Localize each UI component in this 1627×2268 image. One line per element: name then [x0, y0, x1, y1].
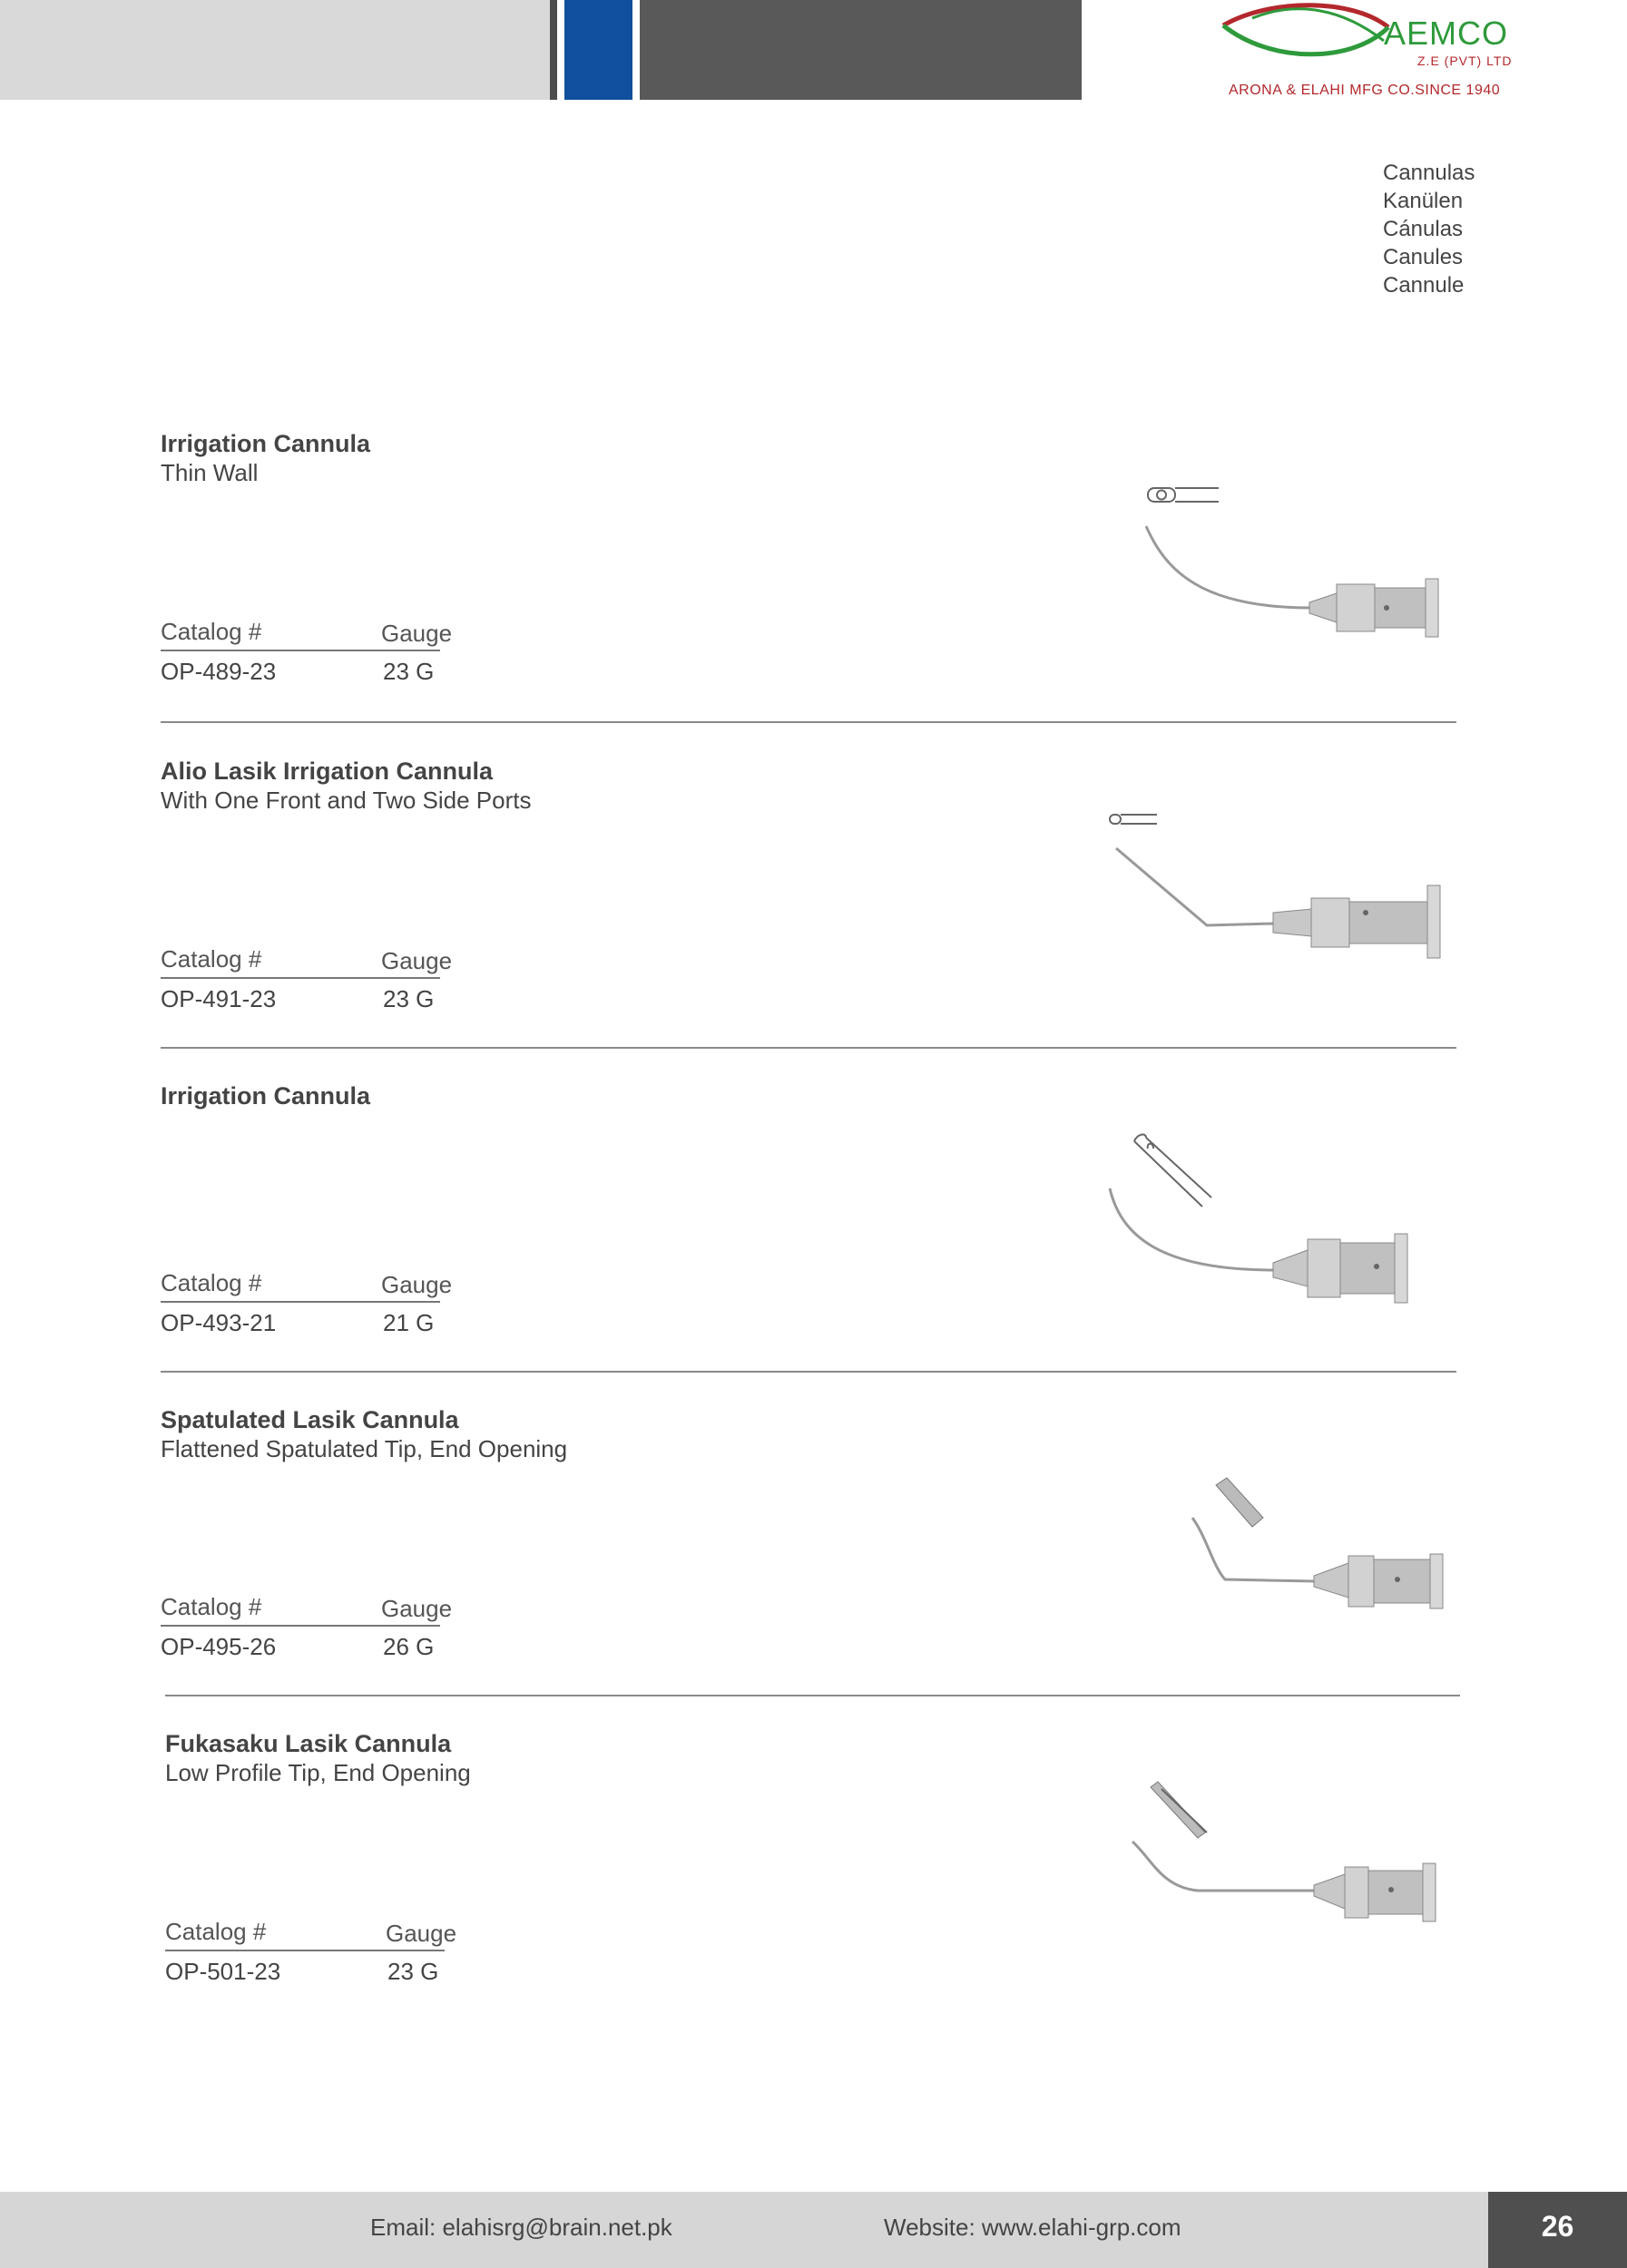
- category-name-it: Cannule: [1383, 273, 1465, 298]
- header-bar-blue: [564, 0, 632, 100]
- catalog-number: OP-489-23: [161, 658, 277, 685]
- product-title: Irrigation Cannula: [161, 430, 371, 457]
- product-subtitle: Thin Wall: [161, 459, 259, 486]
- product-title: Spatulated Lasik Cannula: [161, 1406, 459, 1433]
- gauge-header: Gauge: [381, 620, 453, 647]
- product-subtitle: Flattened Spatulated Tip, End Opening: [161, 1435, 568, 1462]
- section-divider: [161, 721, 1456, 723]
- table-header-rule: [165, 1950, 445, 1951]
- catalog-number: OP-493-21: [161, 1309, 277, 1336]
- category-name-en: Cannulas: [1383, 161, 1475, 185]
- header-bar-light: [0, 0, 550, 100]
- gauge-header: Gauge: [381, 947, 453, 974]
- footer-website[interactable]: Website: www.elahi-grp.com: [884, 2214, 1181, 2241]
- gauge-value: 23 G: [387, 1958, 439, 1985]
- cannula-image-icon: [1103, 807, 1465, 971]
- footer-email[interactable]: Email: elahisrg@brain.net.pk: [370, 2214, 672, 2241]
- brand-tagline: ARONA & ELAHI MFG CO.SINCE 1940: [1229, 83, 1501, 98]
- page-number: 26: [1541, 2210, 1574, 2243]
- product-subtitle: Low Profile Tip, End Opening: [165, 1759, 471, 1786]
- gauge-value: 23 G: [383, 658, 435, 685]
- catalog-number: OP-495-26: [161, 1633, 277, 1660]
- header-bar-dark: [640, 0, 1082, 100]
- table-header-rule: [161, 1625, 440, 1627]
- gauge-header: Gauge: [381, 1271, 453, 1298]
- gauge-header: Gauge: [386, 1920, 457, 1947]
- category-name-es: Cánulas: [1383, 217, 1464, 241]
- cannula-image-icon: [1180, 1474, 1470, 1619]
- catalog-header: Catalog #: [161, 945, 262, 973]
- gauge-value: 23 G: [383, 985, 435, 1012]
- cannula-image-icon: [1103, 481, 1465, 653]
- section-divider: [165, 1695, 1460, 1696]
- table-header-rule: [161, 650, 440, 651]
- product-subtitle: With One Front and Two Side Ports: [161, 787, 532, 814]
- section-divider: [161, 1371, 1456, 1373]
- gauge-value: 21 G: [383, 1309, 435, 1336]
- catalog-header: Catalog #: [165, 1918, 267, 1945]
- cannula-image-icon: [1125, 1778, 1470, 1932]
- category-name-de: Kanülen: [1383, 189, 1464, 213]
- product-title: Irrigation Cannula: [161, 1082, 371, 1110]
- section-divider: [161, 1047, 1456, 1049]
- product-title: Alio Lasik Irrigation Cannula: [161, 758, 494, 785]
- catalog-header: Catalog #: [161, 1593, 262, 1620]
- catalog-header: Catalog #: [161, 1269, 262, 1296]
- gauge-header: Gauge: [381, 1595, 453, 1622]
- gauge-value: 26 G: [383, 1633, 435, 1660]
- cannula-image-icon: [1093, 1134, 1465, 1315]
- table-header-rule: [161, 1301, 440, 1303]
- category-name-fr: Canules: [1383, 245, 1464, 269]
- catalog-header: Catalog #: [161, 618, 262, 645]
- product-title: Fukasaku Lasik Cannula: [165, 1730, 452, 1757]
- catalog-number: OP-501-23: [165, 1958, 281, 1985]
- brand-name: AEMCO: [1384, 15, 1509, 52]
- header-bar-accent: [550, 0, 557, 100]
- catalog-number: OP-491-23: [161, 985, 277, 1012]
- brand-subname: Z.E (PVT) LTD: [1417, 54, 1513, 68]
- table-header-rule: [161, 977, 440, 979]
- footer-bar: [0, 2192, 1488, 2268]
